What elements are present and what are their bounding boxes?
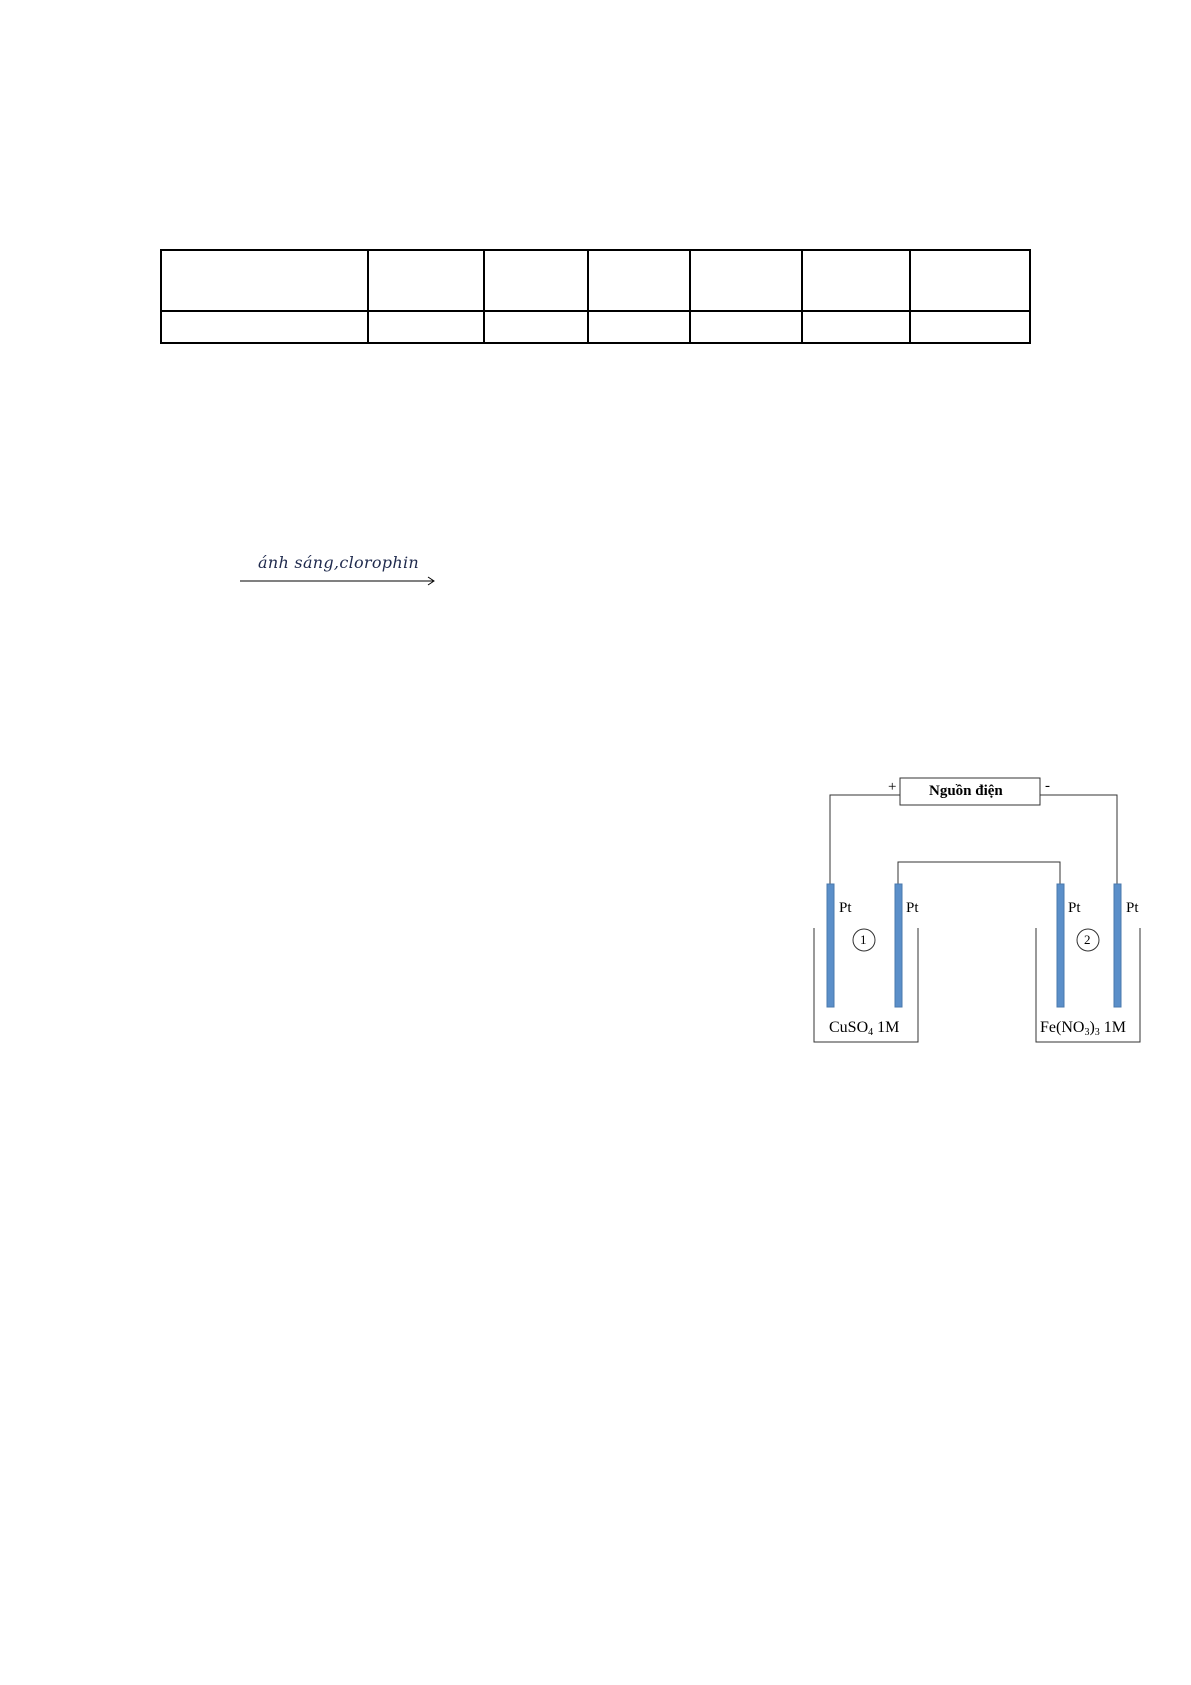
table-cell — [484, 311, 588, 343]
cell-number: 1 — [860, 932, 867, 947]
table-cell — [484, 250, 588, 311]
minus-sign: - — [1045, 778, 1050, 794]
table-cell — [368, 250, 484, 311]
wire-negative — [1040, 795, 1117, 884]
table-row — [161, 250, 1030, 311]
electrode-label: Pt — [1068, 900, 1081, 916]
arrow-right-icon — [240, 576, 440, 586]
table-cell — [802, 250, 910, 311]
table-row — [161, 311, 1030, 343]
reaction-arrow — [240, 548, 440, 588]
wire-positive — [830, 795, 900, 884]
cell-1-solution-label: CuSO$_4$ 1M — [829, 1019, 900, 1038]
reaction-condition: ánh sáng,clorophin — [258, 553, 419, 572]
power-source-label: Nguồn điện — [929, 783, 1003, 799]
table-cell — [910, 311, 1030, 343]
electrode — [1114, 884, 1121, 1007]
electrode-label: Pt — [1126, 900, 1139, 916]
table-cell — [161, 250, 368, 311]
cell-number: 2 — [1084, 932, 1091, 947]
cell-2-solution-label: $Fe(NO_3)_3$ 1M — [1040, 1019, 1126, 1038]
data-table — [160, 249, 1031, 344]
table-cell — [161, 311, 368, 343]
electrode — [895, 884, 902, 1007]
electrode — [827, 884, 834, 1007]
plus-sign: + — [888, 779, 897, 795]
table-cell — [802, 311, 910, 343]
table-cell — [910, 250, 1030, 311]
table-cell — [588, 311, 690, 343]
wire-bridge — [898, 862, 1060, 884]
electrode-label: Pt — [839, 900, 852, 916]
table-cell — [690, 311, 802, 343]
electrode — [1057, 884, 1064, 1007]
electrode-label: Pt — [906, 900, 919, 916]
table-cell — [690, 250, 802, 311]
table-cell — [588, 250, 690, 311]
electrolysis-diagram — [810, 770, 1150, 1050]
table-cell — [368, 311, 484, 343]
circuit-drawing — [810, 770, 1150, 1050]
